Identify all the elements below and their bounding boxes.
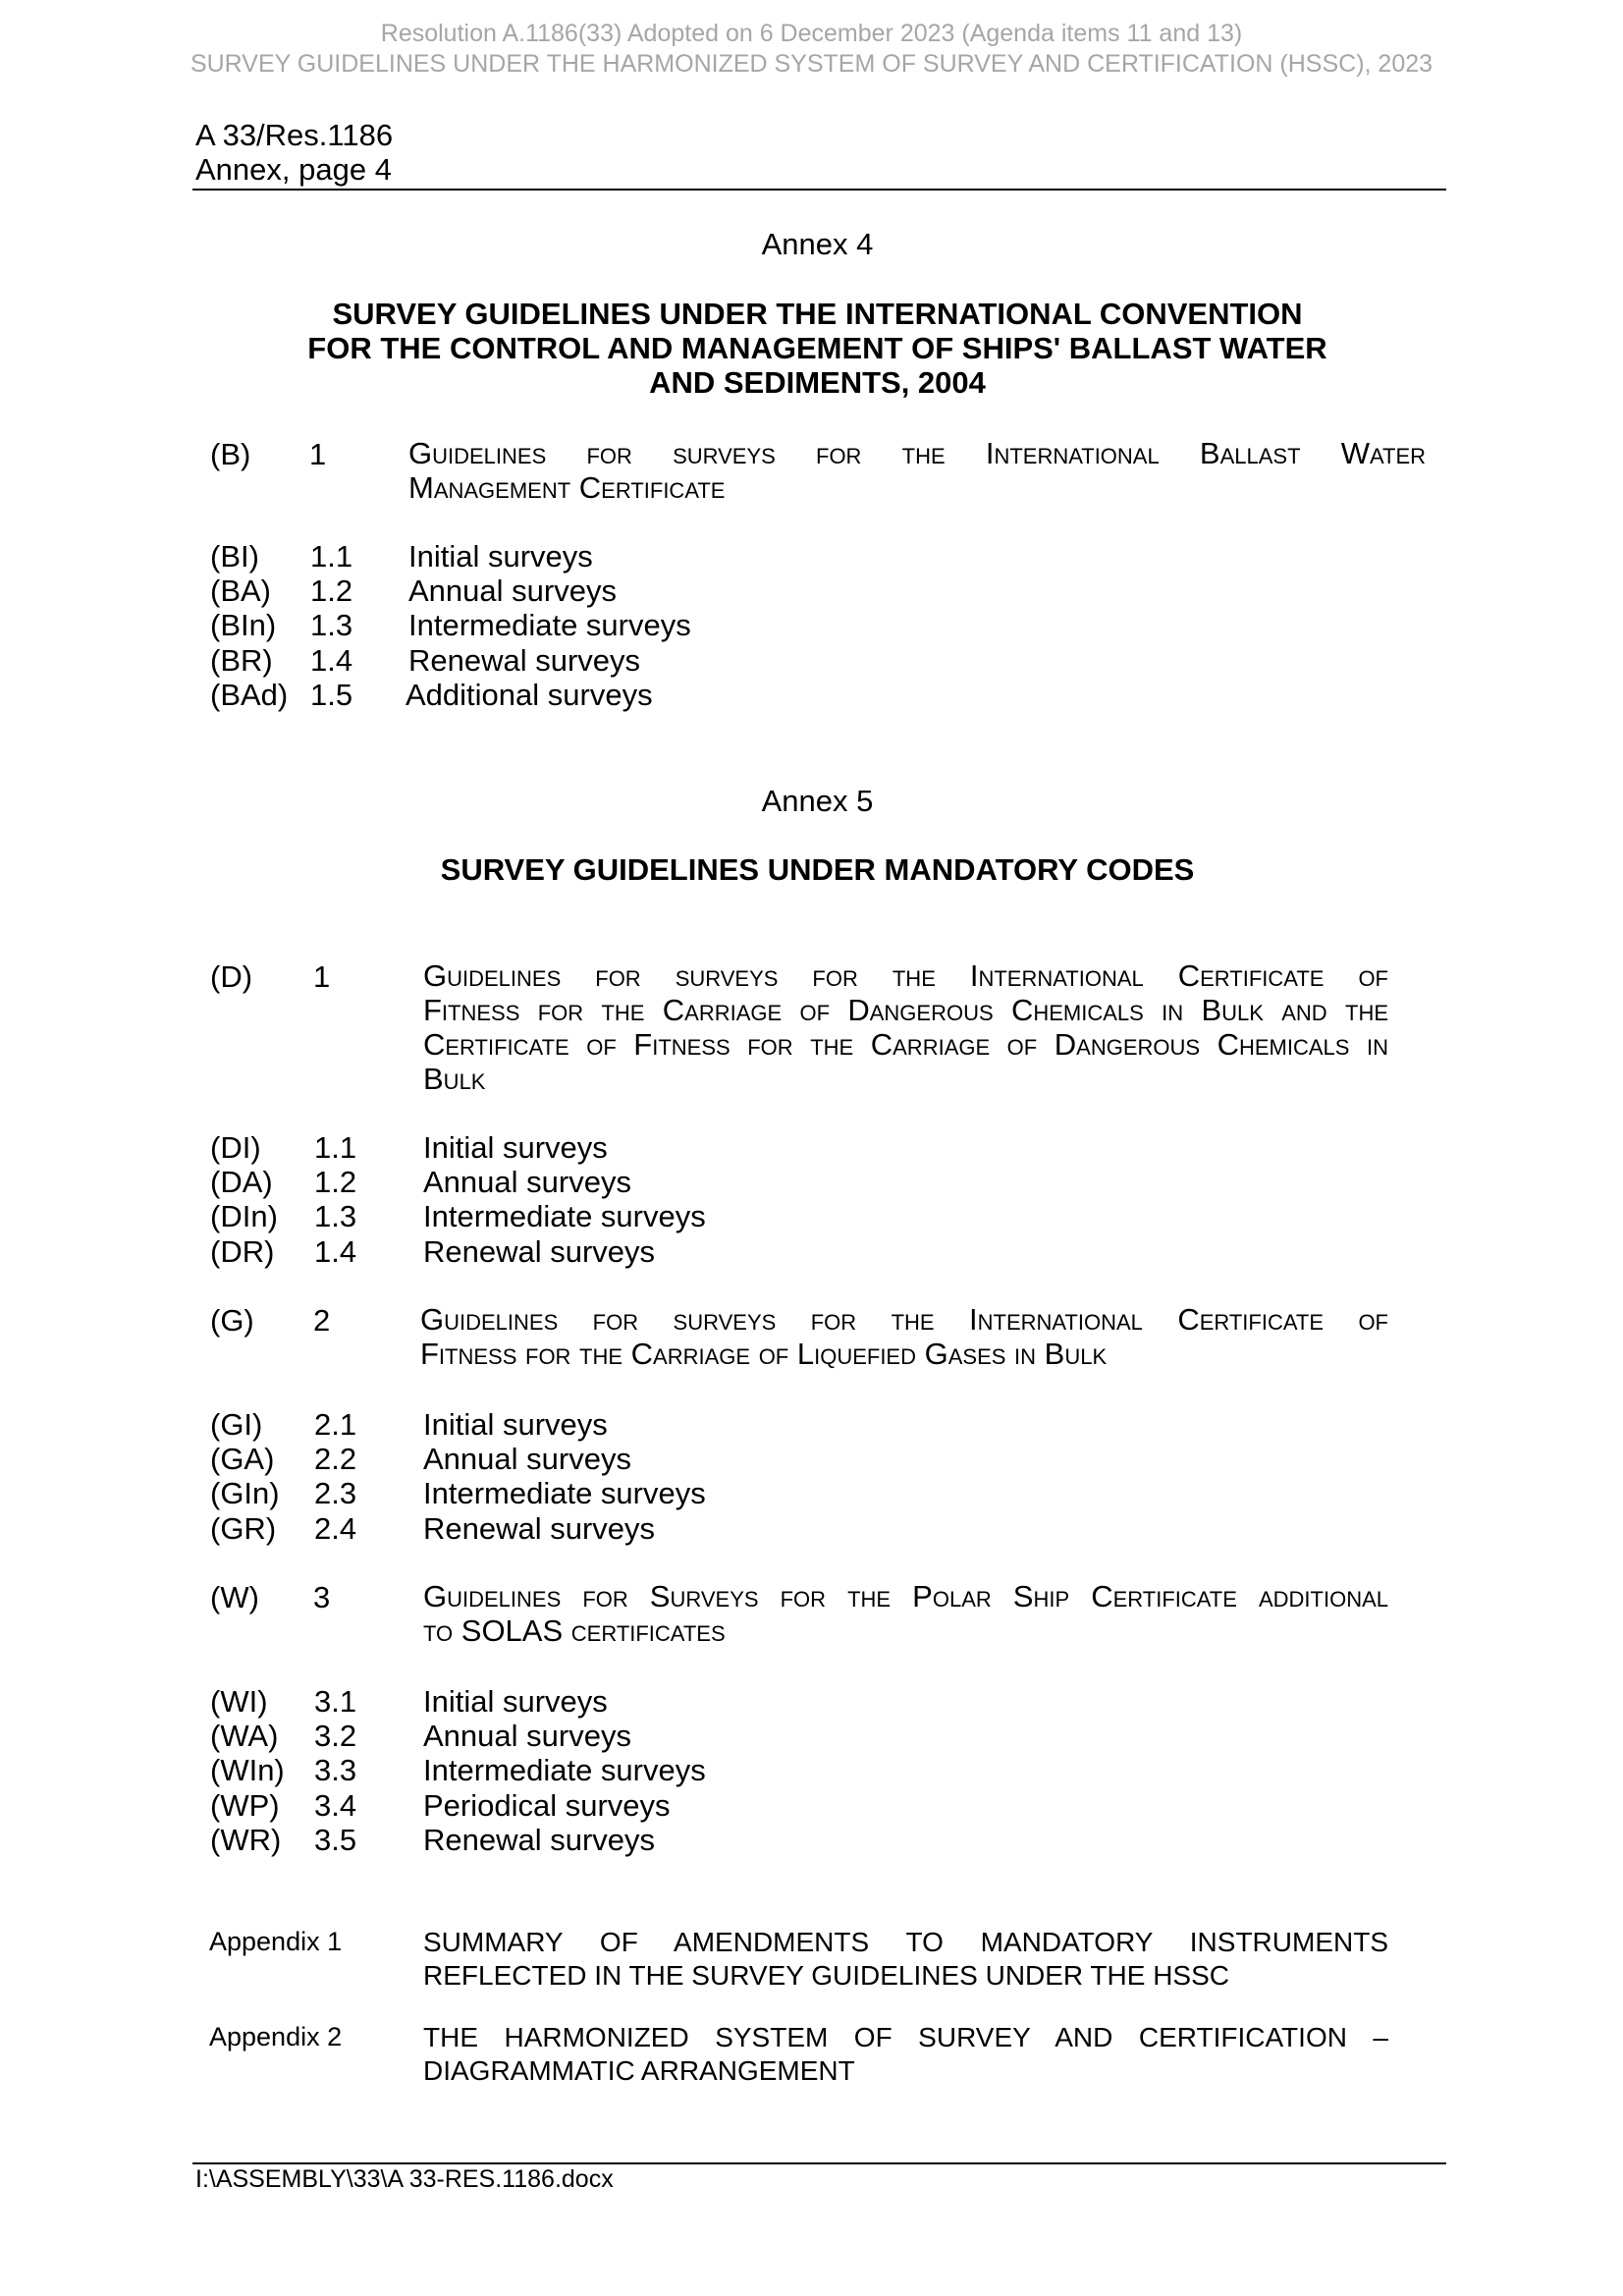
guideline-heading-line: Guidelines for surveys for the International Ballast Water (408, 436, 1426, 470)
survey-number: 1.4 (314, 1233, 357, 1269)
survey-label: Additional surveys (406, 677, 653, 712)
running-header-title: SURVEY GUIDELINES UNDER THE HARMONIZED SYSTEM OF SURVEY AND CERTIFICATION (HSSC), 2023 (189, 50, 1434, 78)
survey-code: (DR) (210, 1233, 275, 1269)
appendix-2-label: Appendix 2 (209, 2022, 343, 2051)
survey-code: (WR) (210, 1822, 282, 1857)
survey-code: (BI) (210, 539, 259, 574)
guideline-number: 1 (313, 959, 331, 994)
running-header-resolution: Resolution A.1186(33) Adopted on 6 December 2023 (Agenda items 11 and 13) (380, 20, 1243, 47)
survey-code: (GR) (210, 1510, 277, 1546)
guideline-heading-g (420, 1302, 1388, 1371)
annex-4-title-line: FOR THE CONTROL AND MANAGEMENT OF SHIPS' BALLAST WATER (307, 331, 1327, 365)
footer-divider (192, 2162, 1446, 2164)
page-reference: Annex, page 4 (195, 152, 392, 187)
survey-code: (WI) (210, 1684, 268, 1719)
guideline-heading-line: Fitness for the Carriage of Liquefied Gases in Bulk (420, 1337, 1108, 1371)
guideline-heading-line: Guidelines for Surveys for the Polar Ship Certificate additional (423, 1579, 1388, 1613)
annex-5-title: SURVEY GUIDELINES UNDER MANDATORY CODES (440, 852, 1195, 887)
survey-code: (GI) (210, 1407, 263, 1442)
appendix-title-line: DIAGRAMMATIC ARRANGEMENT (423, 2055, 855, 2086)
guideline-heading-b (408, 436, 1426, 505)
survey-code: (BA) (210, 574, 271, 609)
annex-4-label: Annex 4 (761, 227, 874, 261)
survey-code: (WIn) (210, 1753, 285, 1788)
survey-number: 1.1 (314, 1130, 357, 1165)
document-symbol: A 33/Res.1186 (195, 118, 394, 152)
survey-code: (DI) (210, 1130, 261, 1165)
survey-number: 2.4 (314, 1510, 357, 1546)
survey-label: Annual surveys (423, 1719, 631, 1754)
survey-code: (BAd) (210, 677, 289, 712)
survey-code: (DIn) (210, 1199, 278, 1234)
annex-4-title (0, 297, 1623, 400)
survey-label: Intermediate surveys (423, 1199, 706, 1234)
guideline-number: 1 (309, 437, 327, 471)
survey-label: Annual surveys (408, 574, 617, 609)
appendix-title-line: REFLECTED IN THE SURVEY GUIDELINES UNDER THE HSSC (423, 1960, 1229, 1991)
survey-number: 2.2 (314, 1442, 357, 1477)
guideline-heading-line: Guidelines for surveys for the International Certificate of (423, 958, 1388, 993)
guideline-heading-line: Certificate of Fitness for the Carriage of Dangerous Chemicals in (423, 1027, 1388, 1062)
survey-label: Intermediate surveys (408, 608, 691, 643)
survey-number: 1.3 (310, 608, 353, 643)
survey-code: (BR) (210, 642, 273, 678)
survey-label: Renewal surveys (423, 1822, 656, 1857)
appendix-title-line: SUMMARY OF AMENDMENTS TO MANDATORY INSTRUMENTS (423, 1927, 1388, 1957)
survey-number: 3.4 (314, 1787, 357, 1823)
header-divider (192, 189, 1446, 191)
guideline-code: (B) (210, 437, 251, 471)
survey-label: Initial surveys (423, 1130, 608, 1165)
survey-code: (DA) (210, 1165, 273, 1200)
survey-label: Renewal surveys (423, 1233, 656, 1269)
survey-number: 2.1 (314, 1407, 357, 1442)
guideline-number: 2 (313, 1303, 331, 1338)
appendix-1-title (423, 1926, 1388, 1993)
guideline-heading-line: to SOLAS certificates (423, 1613, 726, 1648)
guideline-heading-line: Bulk (423, 1062, 486, 1096)
survey-number: 2.3 (314, 1476, 357, 1511)
survey-label: Intermediate surveys (423, 1753, 706, 1788)
annex-4-title-line: AND SEDIMENTS, 2004 (649, 365, 986, 400)
guideline-heading-line: Fitness for the Carriage of Dangerous Chemicals in Bulk and the (423, 993, 1388, 1027)
guideline-number: 3 (313, 1580, 331, 1614)
annex-5-label: Annex 5 (761, 784, 874, 818)
guideline-heading-w (423, 1579, 1388, 1648)
survey-code: (GA) (210, 1442, 275, 1477)
survey-label: Initial surveys (423, 1684, 608, 1719)
survey-label: Annual surveys (423, 1442, 631, 1477)
survey-label: Intermediate surveys (423, 1476, 706, 1511)
survey-number: 1.3 (314, 1199, 357, 1234)
survey-number: 3.1 (314, 1684, 357, 1719)
survey-number: 3.3 (314, 1753, 357, 1788)
survey-number: 1.4 (310, 642, 353, 678)
guideline-code: (W) (210, 1580, 259, 1614)
survey-number: 3.2 (314, 1719, 357, 1754)
file-path: I:\ASSEMBLY\33\A 33-RES.1186.docx (195, 2165, 614, 2193)
survey-number: 1.1 (310, 539, 353, 574)
annex-4-title-line: SURVEY GUIDELINES UNDER THE INTERNATIONAL CONVENTION (332, 297, 1303, 331)
survey-label: Initial surveys (423, 1407, 608, 1442)
guideline-heading-d (423, 958, 1388, 1096)
appendix-2-title (423, 2021, 1388, 2088)
survey-number: 1.2 (310, 574, 353, 609)
survey-label: Initial surveys (408, 539, 593, 574)
appendix-title-line: THE HARMONIZED SYSTEM OF SURVEY AND CERTIFICATION – (423, 2022, 1388, 2052)
survey-label: Annual surveys (423, 1165, 631, 1200)
survey-code: (BIn) (210, 608, 277, 643)
survey-number: 1.5 (310, 677, 353, 712)
survey-label: Periodical surveys (423, 1787, 671, 1823)
guideline-heading-line: Management Certificate (408, 470, 726, 505)
survey-code: (GIn) (210, 1476, 280, 1511)
guideline-heading-line: Guidelines for surveys for the International Certificate of (420, 1302, 1388, 1337)
survey-number: 3.5 (314, 1822, 357, 1857)
guideline-code: (D) (210, 959, 253, 994)
appendix-1-label: Appendix 1 (209, 1927, 343, 1956)
survey-number: 1.2 (314, 1165, 357, 1200)
survey-code: (WA) (210, 1719, 279, 1754)
survey-label: Renewal surveys (408, 642, 641, 678)
survey-code: (WP) (210, 1787, 280, 1823)
survey-label: Renewal surveys (423, 1510, 656, 1546)
guideline-code: (G) (210, 1303, 254, 1338)
